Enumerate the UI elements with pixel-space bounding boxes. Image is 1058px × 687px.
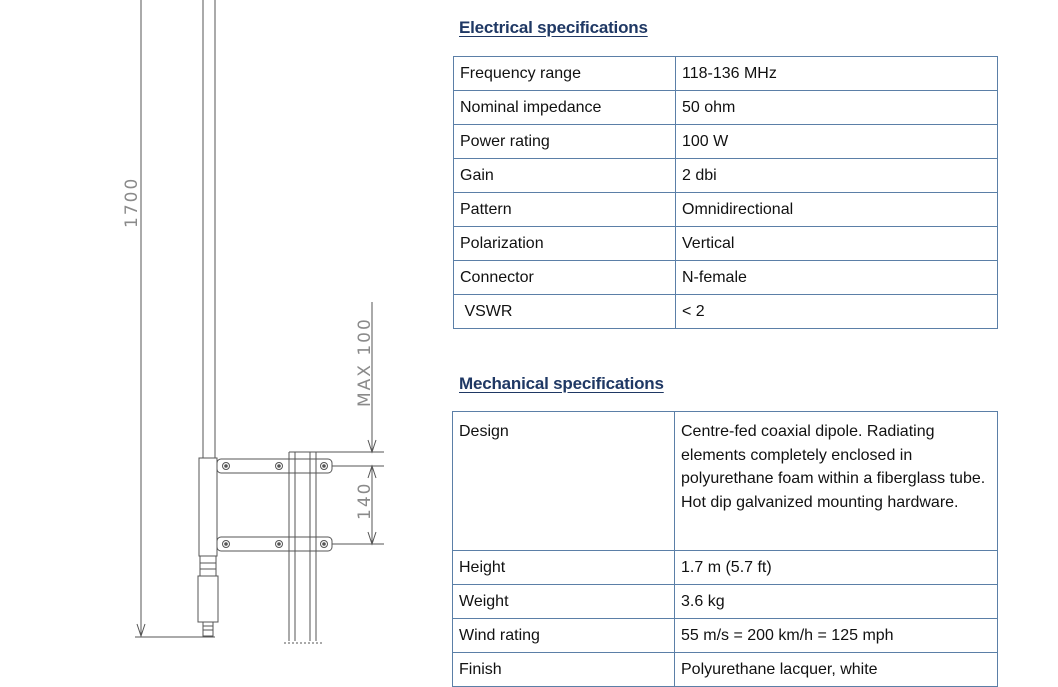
spec-label: Design (453, 412, 675, 551)
spec-label: Finish (453, 653, 675, 687)
spec-value: Vertical (676, 227, 998, 261)
table-row (454, 193, 998, 227)
table-row (453, 619, 998, 653)
max-dimension-label: MAX 100 (355, 317, 375, 407)
height-dimension-label: 1700 (122, 176, 142, 228)
spacing-dimension-label: 140 (355, 481, 375, 520)
mechanical-title: Mechanical specifications (459, 374, 664, 393)
spec-value: Centre-fed coaxial dipole. Radiating elements completely enclosed in polyurethane foam within a fiberglass tube. Hot dip galvanized mounting hardware. (675, 412, 998, 551)
spec-value: N-female (676, 261, 998, 295)
spec-label: Nominal impedance (454, 91, 676, 125)
table-row (454, 57, 998, 91)
mechanical-specs-table (452, 411, 998, 687)
spec-label: Frequency range (454, 57, 676, 91)
table-row (454, 91, 998, 125)
spec-label: Height (453, 551, 675, 585)
spec-value: Omnidirectional (676, 193, 998, 227)
upper-clamp (217, 459, 332, 473)
spec-label: Power rating (454, 125, 676, 159)
table-row (454, 261, 998, 295)
spec-label: Weight (453, 585, 675, 619)
spec-label: Wind rating (453, 619, 675, 653)
spec-value: 100 W (676, 125, 998, 159)
spec-label: VSWR (454, 295, 676, 329)
table-row (454, 227, 998, 261)
table-row (453, 653, 998, 687)
table-row (453, 585, 998, 619)
table-row (454, 125, 998, 159)
lower-clamp (217, 537, 332, 551)
table-row (454, 159, 998, 193)
spec-value: 1.7 m (5.7 ft) (675, 551, 998, 585)
spec-value: Polyurethane lacquer, white (675, 653, 998, 687)
table-row (454, 295, 998, 329)
spec-value: 3.6 kg (675, 585, 998, 619)
mast (284, 452, 384, 643)
spec-label: Polarization (454, 227, 676, 261)
spec-value: < 2 (676, 295, 998, 329)
spec-value: 118-136 MHz (676, 57, 998, 91)
table-row (453, 551, 998, 585)
spec-label: Pattern (454, 193, 676, 227)
connector-body (200, 556, 216, 576)
n-connector (203, 622, 213, 636)
spec-value: 50 ohm (676, 91, 998, 125)
spec-value: 55 m/s = 200 km/h = 125 mph (675, 619, 998, 653)
electrical-title: Electrical specifications (459, 18, 648, 37)
antenna-mount-tube (199, 458, 217, 556)
electrical-specs-table (453, 56, 998, 329)
spec-label: Gain (454, 159, 676, 193)
antenna-drawing (0, 0, 440, 675)
table-row (453, 412, 998, 551)
spec-label: Connector (454, 261, 676, 295)
spec-value: 2 dbi (676, 159, 998, 193)
